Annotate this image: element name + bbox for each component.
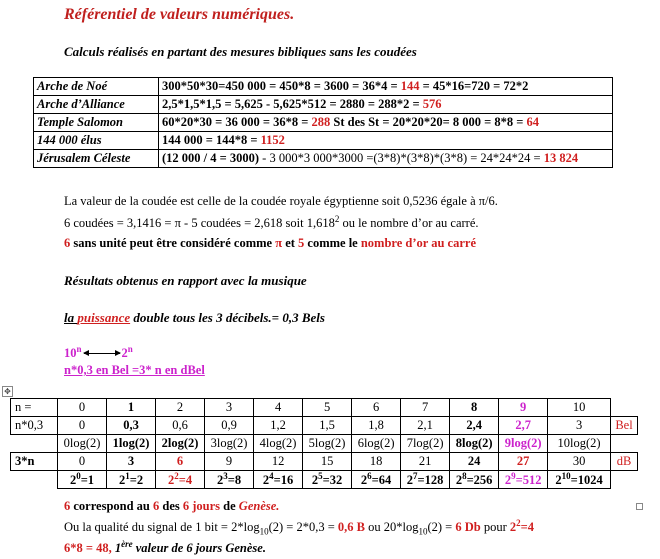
text-part: et <box>282 236 299 250</box>
table-cell: 6 <box>156 453 205 471</box>
table-row <box>34 114 613 132</box>
power-value <box>505 473 542 487</box>
table-move-handle-icon[interactable]: ✥ <box>2 386 13 397</box>
table-cell: 0 <box>58 417 107 435</box>
table-cell: 1,5 <box>303 417 352 435</box>
table-cell: 0 <box>58 399 107 417</box>
table-cell: 1 <box>107 399 156 417</box>
table-cell: 10log(2) <box>548 435 611 453</box>
table-row <box>11 471 638 489</box>
text-part: 13 824 <box>543 151 579 165</box>
power-result: =1024 <box>570 473 603 488</box>
text-part: St des St = 20*20*20= 8 000 = 8*8 = <box>330 115 527 129</box>
power-exp: 8 <box>462 471 467 481</box>
text-part: 144 <box>400 79 420 93</box>
row-label: 3*n <box>11 453 58 471</box>
power-value <box>312 473 342 487</box>
row-value <box>159 96 613 114</box>
text-part: 288 <box>311 115 331 129</box>
table-cell <box>156 471 205 489</box>
row-label <box>11 435 58 453</box>
power-value <box>555 473 602 487</box>
table-cell: 2,4 <box>450 417 499 435</box>
text-part: nombre d’or au carré <box>360 236 477 250</box>
power-exp: 2 <box>174 471 179 481</box>
table-cell: 0,9 <box>205 417 254 435</box>
formula-bel: n*0,3 en Bel =3* n en dBel <box>64 363 205 377</box>
table-cell: 7log(2) <box>401 435 450 453</box>
power-result: =1 <box>80 473 95 488</box>
power-result: =2 <box>129 473 144 488</box>
table-row <box>34 78 613 96</box>
table-cell <box>352 471 401 489</box>
table-row <box>34 150 613 168</box>
row-key: 144 000 élus <box>34 132 159 150</box>
text-part: - 3 000*3 000*3000 =(3*8)*(3*8)*(3*8) = 24*24*24 = <box>259 151 544 165</box>
table-row <box>11 417 638 435</box>
text-part: 2,5*1,5*1,5 = 5,625 - 5,625*512 = 2880 = 288*2 = <box>162 97 423 111</box>
row-unit <box>611 435 638 453</box>
text-part: 60*20*30 = 36 000 = 36*8 = <box>162 115 312 129</box>
table-cell: 30 <box>548 453 611 471</box>
power-value <box>217 473 241 487</box>
table-cell: 1,8 <box>352 417 401 435</box>
table-cell: 2,7 <box>499 417 548 435</box>
table-cell: 7 <box>401 399 450 417</box>
row-value <box>159 150 613 168</box>
table-cell <box>401 471 450 489</box>
table-cell: 4 <box>254 399 303 417</box>
table-cell <box>548 471 611 489</box>
row-label <box>11 471 58 489</box>
table-cell: 10 <box>548 399 611 417</box>
table-cell: 0log(2) <box>58 435 107 453</box>
table-cell: 1log(2) <box>107 435 156 453</box>
power-base: 2 <box>555 473 562 488</box>
table-row <box>11 399 638 417</box>
table-cell: 2,1 <box>401 417 450 435</box>
power-result: =128 <box>417 473 444 488</box>
row-unit: dB <box>611 453 638 471</box>
text-part: 5 <box>298 236 305 250</box>
table-cell: 18 <box>352 453 401 471</box>
text-part: 64 <box>526 115 539 129</box>
table-cell: 24 <box>450 453 499 471</box>
table-cell: 4log(2) <box>254 435 303 453</box>
text-part: 6 <box>64 499 71 513</box>
text-part: (12 000 / 4 = 3000) <box>162 151 260 165</box>
power-result: =256 <box>466 473 493 488</box>
power-base: 2 <box>216 473 224 488</box>
text-part: des <box>159 499 183 513</box>
row-label: n*0,3 <box>11 417 58 435</box>
table-cell: 6 <box>352 399 401 417</box>
row-value <box>159 78 613 96</box>
power-base: 2 <box>167 473 175 488</box>
power-value <box>70 473 94 487</box>
table-cell: 12 <box>254 453 303 471</box>
power-exp: 9 <box>511 471 516 481</box>
power-base: 2 <box>311 473 319 488</box>
row-value <box>159 132 613 150</box>
table-cell: 0 <box>58 453 107 471</box>
row-key: Jérusalem Céleste <box>34 150 159 168</box>
power-exp: 5 <box>318 471 323 481</box>
power-base: 2 <box>118 473 126 488</box>
power-exp: 7 <box>413 471 418 481</box>
power-base: 2 <box>504 473 512 488</box>
row-label: n = <box>11 399 58 417</box>
power-value <box>361 473 391 487</box>
table-cell: 3 <box>205 399 254 417</box>
power-line: la puissance double tous les 3 décibels.= 0,3 Bels <box>64 310 325 325</box>
power-base: 2 <box>406 473 414 488</box>
coudee-paragraph-line1: La valeur de la coudée est celle de la coudée royale égyptienne soit 0,5236 égale à π/6. <box>64 194 498 208</box>
subtitle-musique: Résultats obtenus en rapport avec la musique <box>64 273 307 288</box>
table-cell: 2 <box>156 399 205 417</box>
power-value <box>456 473 493 487</box>
table-cell: 3log(2) <box>205 435 254 453</box>
row-value <box>159 114 613 132</box>
table-cell: 21 <box>401 453 450 471</box>
table-row <box>34 132 613 150</box>
power-base: 2 <box>69 473 77 488</box>
text-part: 576 <box>422 97 442 111</box>
table-cell <box>58 471 107 489</box>
resize-handle[interactable] <box>636 503 643 510</box>
table-cell: 8log(2) <box>450 435 499 453</box>
power-exp: 6 <box>367 471 372 481</box>
power-exp: 0 <box>76 471 81 481</box>
row-unit: Bel <box>611 417 638 435</box>
text-part: 300*50*30=450 000 = 450*8 = 3600 = 36*4 = <box>162 79 401 93</box>
footnote-line2: Ou la qualité du signal de 1 bit = $2*\log_{10}(2) = 2*0,3 = 0,6$ B ou $20*\log_{10}(2) = 6$ Db pour $2^2=4$ <box>64 518 534 537</box>
subtitle-calculs: Calculs réalisés en partant des mesures bibliques sans les coudées <box>64 44 417 59</box>
power-exp: 10 <box>561 471 571 481</box>
power-value <box>407 473 444 487</box>
table-cell <box>450 471 499 489</box>
power-base: 2 <box>455 473 463 488</box>
table-cell: 3 <box>548 417 611 435</box>
power-value <box>168 473 192 487</box>
footnote-line3: 6*8 = 48, 1ère valeur de 6 jours Genèse. <box>64 539 266 556</box>
text-part: de <box>220 499 239 513</box>
row-key: Arche de Noé <box>34 78 159 96</box>
power-result: =8 <box>227 473 242 488</box>
table-cell: 8 <box>450 399 499 417</box>
coudee-paragraph-line2: 6 coudées = 3,1416 = π - 5 coudées = 2,618 soit 1,618$^2$ ou le nombre d’or au carré. <box>64 214 479 231</box>
text-part: comme le <box>304 236 361 250</box>
text-part: 6 <box>64 236 71 250</box>
table-cell: 5 <box>303 399 352 417</box>
row-unit <box>611 471 638 489</box>
text-part: π <box>275 236 283 250</box>
double-arrow-icon <box>84 353 120 354</box>
table-row <box>11 453 638 471</box>
table-cell: 1,2 <box>254 417 303 435</box>
text-part: 1152 <box>260 133 285 147</box>
power-result: =512 <box>515 473 542 488</box>
power-exp: 4 <box>269 471 274 481</box>
coudee-paragraph-line3 <box>64 236 476 251</box>
row-key: Temple Salomon <box>34 114 159 132</box>
text-part: = 45*16=720 = 72*2 <box>419 79 529 93</box>
table-row <box>11 435 638 453</box>
footnote-line1 <box>64 499 279 514</box>
power-result: =16 <box>273 473 294 488</box>
table-cell: 15 <box>303 453 352 471</box>
table-cell: 9log(2) <box>499 435 548 453</box>
table-cell <box>499 471 548 489</box>
text-part: correspond au <box>70 499 154 513</box>
power-base: 2 <box>360 473 368 488</box>
text-part: 6 jours <box>182 499 221 513</box>
power-result: =32 <box>322 473 343 488</box>
power-exp: 1 <box>125 471 130 481</box>
table-cell <box>254 471 303 489</box>
table-row <box>34 96 613 114</box>
row-unit <box>611 399 638 417</box>
table-cell: 3 <box>107 453 156 471</box>
power-value <box>119 473 143 487</box>
table-cell: 9 <box>499 399 548 417</box>
row-key: Arche d’Alliance <box>34 96 159 114</box>
biblical-measures-table <box>33 77 613 168</box>
power-base: 2 <box>262 473 270 488</box>
power-result: =64 <box>371 473 392 488</box>
power-result: =4 <box>178 473 193 488</box>
table-cell: 0,3 <box>107 417 156 435</box>
table-cell <box>205 471 254 489</box>
table-cell <box>107 471 156 489</box>
table-cell: 5log(2) <box>303 435 352 453</box>
text-part: 6 <box>153 499 160 513</box>
formula-powers: 10$^n$ 2$^n$ <box>64 344 133 361</box>
table-cell: 9 <box>205 453 254 471</box>
power-exp: 3 <box>223 471 228 481</box>
table-cell <box>303 471 352 489</box>
power-value <box>263 473 293 487</box>
table-cell: 2log(2) <box>156 435 205 453</box>
table-cell: 6log(2) <box>352 435 401 453</box>
text-part: Genèse. <box>238 499 280 513</box>
text-part: 144 000 = 144*8 = <box>162 133 261 147</box>
page-title: Référentiel de valeurs numériques. <box>64 6 295 23</box>
table-cell: 0,6 <box>156 417 205 435</box>
text-part: sans unité peut être considéré comme <box>70 236 276 250</box>
music-scale-table <box>10 398 638 489</box>
table-cell: 27 <box>499 453 548 471</box>
